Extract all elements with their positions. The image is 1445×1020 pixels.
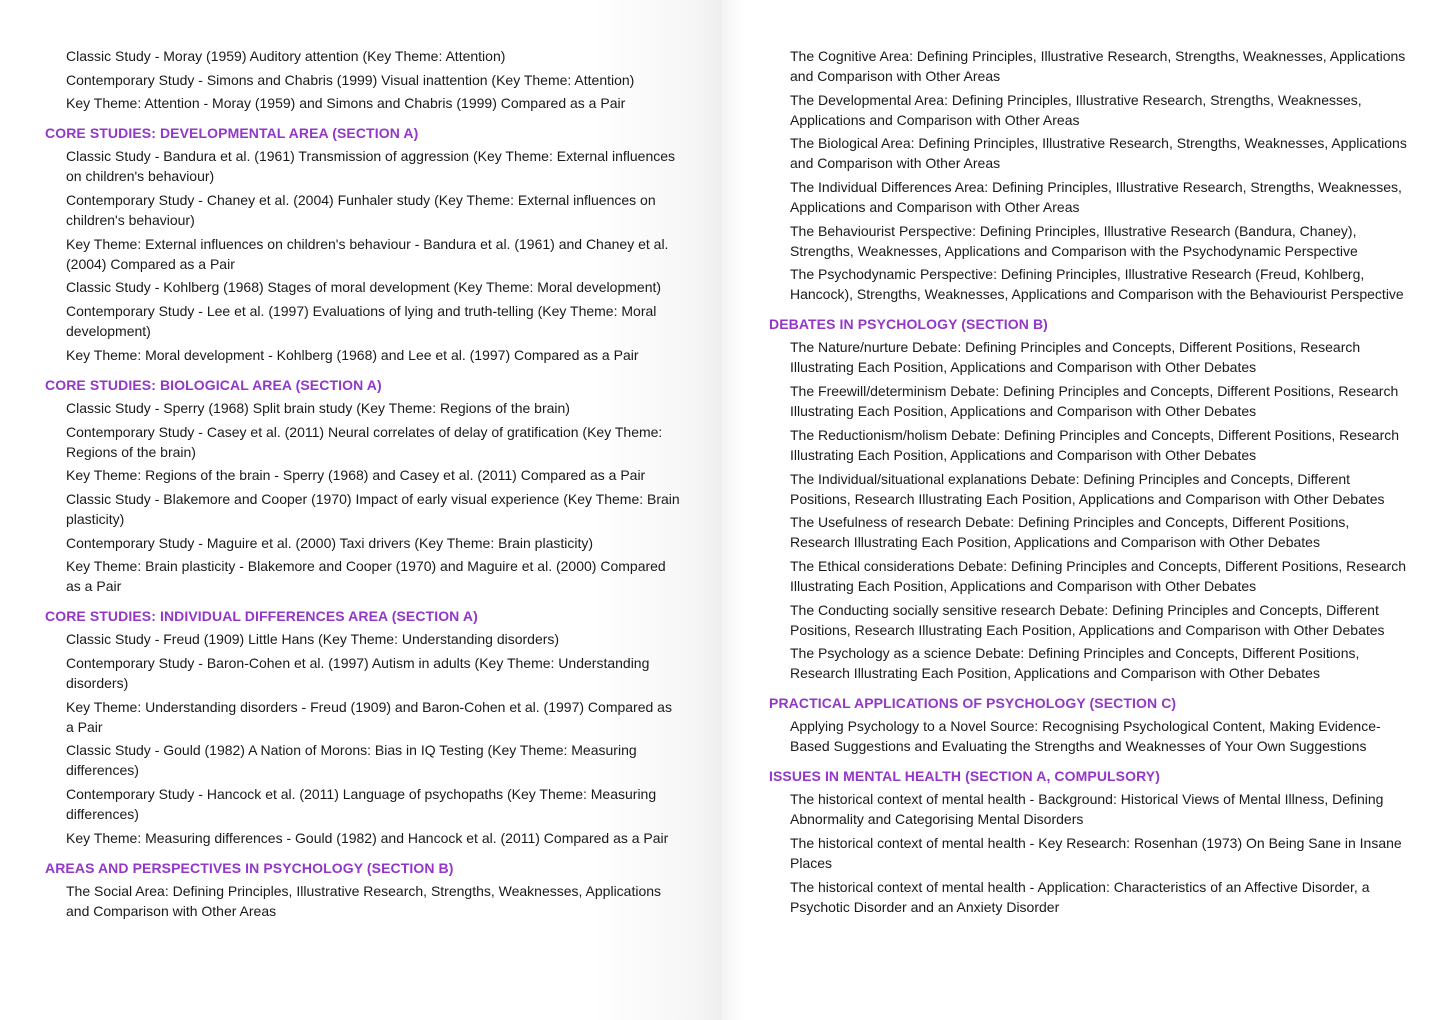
- list-item: The Individual/situational explanations Debate: Defining Principles and Concepts, Different Positions, Research Illustrating Each Position, Applications and Comparison with Other Debates: [790, 470, 1385, 507]
- list-item: The historical context of mental health - Background: Historical Views of Mental Illness, Defining Abnormality and Categorising Mental Disorders: [790, 791, 1384, 828]
- list-item: Key Theme: Regions of the brain - Sperry (1968) and Casey et al. (2011) Compared as a Pair: [66, 467, 646, 484]
- section-list: [45, 146, 682, 364]
- list-item: Classic Study - Blakemore and Cooper (1970) Impact of early visual experience (Key Theme: Brain plasticity): [66, 490, 680, 527]
- list-item: Contemporary Study - Casey et al. (2011) Neural correlates of delay of gratification (Key Theme: Regions of the brain): [66, 423, 663, 460]
- list-item: Key Theme: External influences on children's behaviour - Bandura et al. (1961) and Chaney et al. (2004) Compared as a Pair: [66, 235, 669, 272]
- list-item: The Developmental Area: Defining Principles, Illustrative Research, Strengths, Weaknesses, Applications and Comparison with Other Areas: [790, 91, 1362, 128]
- list-item: Applying Psychology to a Novel Source: Recognising Psychological Content, Making Evidence-Based Suggestions and Evaluating the Strengths and Weaknesses of Your Own Suggestions: [790, 718, 1381, 755]
- section-heading: DEBATES IN PSYCHOLOGY (SECTION B): [769, 316, 1048, 333]
- section-heading: PRACTICAL APPLICATIONS OF PSYCHOLOGY (SECTION C): [769, 695, 1177, 712]
- section-heading: AREAS AND PERSPECTIVES IN PSYCHOLOGY (SECTION B): [45, 859, 454, 876]
- list-item: The Usefulness of research Debate: Defining Principles and Concepts, Different Positions, Research Illustrating Each Position, Applications and Comparison with Other Debates: [790, 514, 1350, 551]
- right-page: [722, 0, 1445, 1020]
- list-item: The Conducting socially sensitive research Debate: Defining Principles and Concepts, Different Positions, Research Illustrating Each Position, Applications and Comparison with Other Debates: [790, 601, 1385, 638]
- left-page: [0, 0, 722, 1020]
- section-heading: CORE STUDIES: DEVELOPMENTAL AREA (SECTION A): [45, 125, 419, 142]
- section-heading: CORE STUDIES: INDIVIDUAL DIFFERENCES AREA (SECTION A): [45, 608, 478, 625]
- list-item: Key Theme: Measuring differences - Gould (1982) and Hancock et al. (2011) Compared as a Pair: [66, 829, 669, 846]
- list-item: Classic Study - Moray (1959) Auditory attention (Key Theme: Attention): [66, 48, 506, 64]
- list-item: Key Theme: Brain plasticity - Blakemore and Cooper (1970) and Maguire et al. (2000) Compared as a Pair: [66, 558, 666, 595]
- list-item: The Reductionism/holism Debate: Defining Principles and Concepts, Different Positions, Research Illustrating Each Position, Applications and Comparison with Other Debates: [790, 426, 1400, 463]
- list-item: Classic Study - Bandura et al. (1961) Transmission of aggression (Key Theme: External influences on children's behaviour): [66, 148, 676, 185]
- list-item: Contemporary Study - Baron-Cohen et al. (1997) Autism in adults (Key Theme: Understanding disorders): [66, 654, 650, 691]
- section-list: [45, 629, 682, 847]
- list-item: Contemporary Study - Chaney et al. (2004) Funhaler study (Key Theme: External influences on children's behaviour): [66, 192, 656, 229]
- list-item: Key Theme: Understanding disorders - Freud (1909) and Baron-Cohen et al. (1997) Compared as a Pair: [66, 698, 672, 735]
- list-item: Contemporary Study - Hancock et al. (2011) Language of psychopaths (Key Theme: Measuring differences): [66, 786, 657, 822]
- list-item: Classic Study - Sperry (1968) Split brain study (Key Theme: Regions of the brain): [66, 399, 570, 416]
- list-item: Key Theme: Attention - Moray (1959) and Simons and Chabris (1999) Compared as a Pair: [66, 95, 626, 112]
- list-item: Key Theme: Moral development - Kohlberg (1968) and Lee et al. (1997) Compared as a Pair: [66, 346, 639, 363]
- list-item: The Social Area: Defining Principles, Illustrative Research, Strengths, Weaknesses, Applications and Comparison with Other Areas: [66, 882, 662, 919]
- section-list: [45, 398, 682, 596]
- section-list: [769, 337, 1409, 683]
- list-item: Classic Study - Gould (1982) A Nation of Morons: Bias in IQ Testing (Key Theme: Measuring differences): [66, 742, 637, 779]
- list-item: The Nature/nurture Debate: Defining Principles and Concepts, Different Positions, Research Illustrating Each Position, Applications and Comparison with Other Debates: [790, 339, 1361, 376]
- list-item: The historical context of mental health - Key Research: Rosenhan (1973) On Being Sane in Insane Places: [790, 834, 1402, 871]
- list-item: The Freewill/determinism Debate: Defining Principles and Concepts, Different Positions, Research Illustrating Each Position, Applications and Comparison with Other Debates: [790, 383, 1399, 420]
- section-heading: ISSUES IN MENTAL HEALTH (SECTION A, COMPULSORY): [769, 768, 1161, 785]
- list-item: Classic Study - Freud (1909) Little Hans (Key Theme: Understanding disorders): [66, 631, 560, 648]
- list-item: Contemporary Study - Simons and Chabris (1999) Visual inattention (Key Theme: Attention): [66, 71, 635, 88]
- list-item: Contemporary Study - Maguire et al. (2000) Taxi drivers (Key Theme: Brain plasticity): [66, 534, 594, 551]
- intro-list: [45, 46, 682, 113]
- section-list: [45, 881, 682, 921]
- list-item: The Psychology as a science Debate: Defining Principles and Concepts, Different Positions, Research Illustrating Each Position, Applications and Comparison with Other Debates: [790, 645, 1360, 682]
- list-item: The historical context of mental health - Application: Characteristics of an Affective Disorder, a Psychotic Disorder and an Anxiety Disorder: [790, 878, 1370, 915]
- list-item: The Behaviourist Perspective: Defining Principles, Illustrative Research (Bandura, Chaney), Strengths, Weaknesses, Applications and Comparison with the Psychodynamic Perspective: [790, 222, 1358, 259]
- list-item: The Cognitive Area: Defining Principles, Illustrative Research, Strengths, Weaknesses, Applications and Comparison with Other Areas: [790, 48, 1406, 84]
- list-item: The Individual Differences Area: Defining Principles, Illustrative Research, Strengths, Weaknesses, Applications and Comparison with Other Areas: [790, 179, 1402, 216]
- section-list: [769, 789, 1409, 916]
- intro-list: [769, 46, 1409, 304]
- list-item: Contemporary Study - Lee et al. (1997) Evaluations of lying and truth-telling (Key Theme: Moral development): [66, 303, 657, 340]
- section-heading: CORE STUDIES: BIOLOGICAL AREA (SECTION A): [45, 376, 382, 393]
- list-item: The Ethical considerations Debate: Defining Principles and Concepts, Different Positions, Research Illustrating Each Position, Applications and Comparison with Other Debates: [790, 557, 1407, 594]
- section-list: [769, 716, 1409, 756]
- list-item: The Biological Area: Defining Principles, Illustrative Research, Strengths, Weaknesses, Applications and Comparison with Other Areas: [790, 135, 1407, 172]
- list-item: Classic Study - Kohlberg (1968) Stages of moral development (Key Theme: Moral development): [66, 279, 662, 296]
- list-item: The Psychodynamic Perspective: Defining Principles, Illustrative Research (Freud, Kohlberg, Hancock), Strengths, Weaknesses, Applications and Comparison with the Behaviourist Perspective: [790, 266, 1404, 303]
